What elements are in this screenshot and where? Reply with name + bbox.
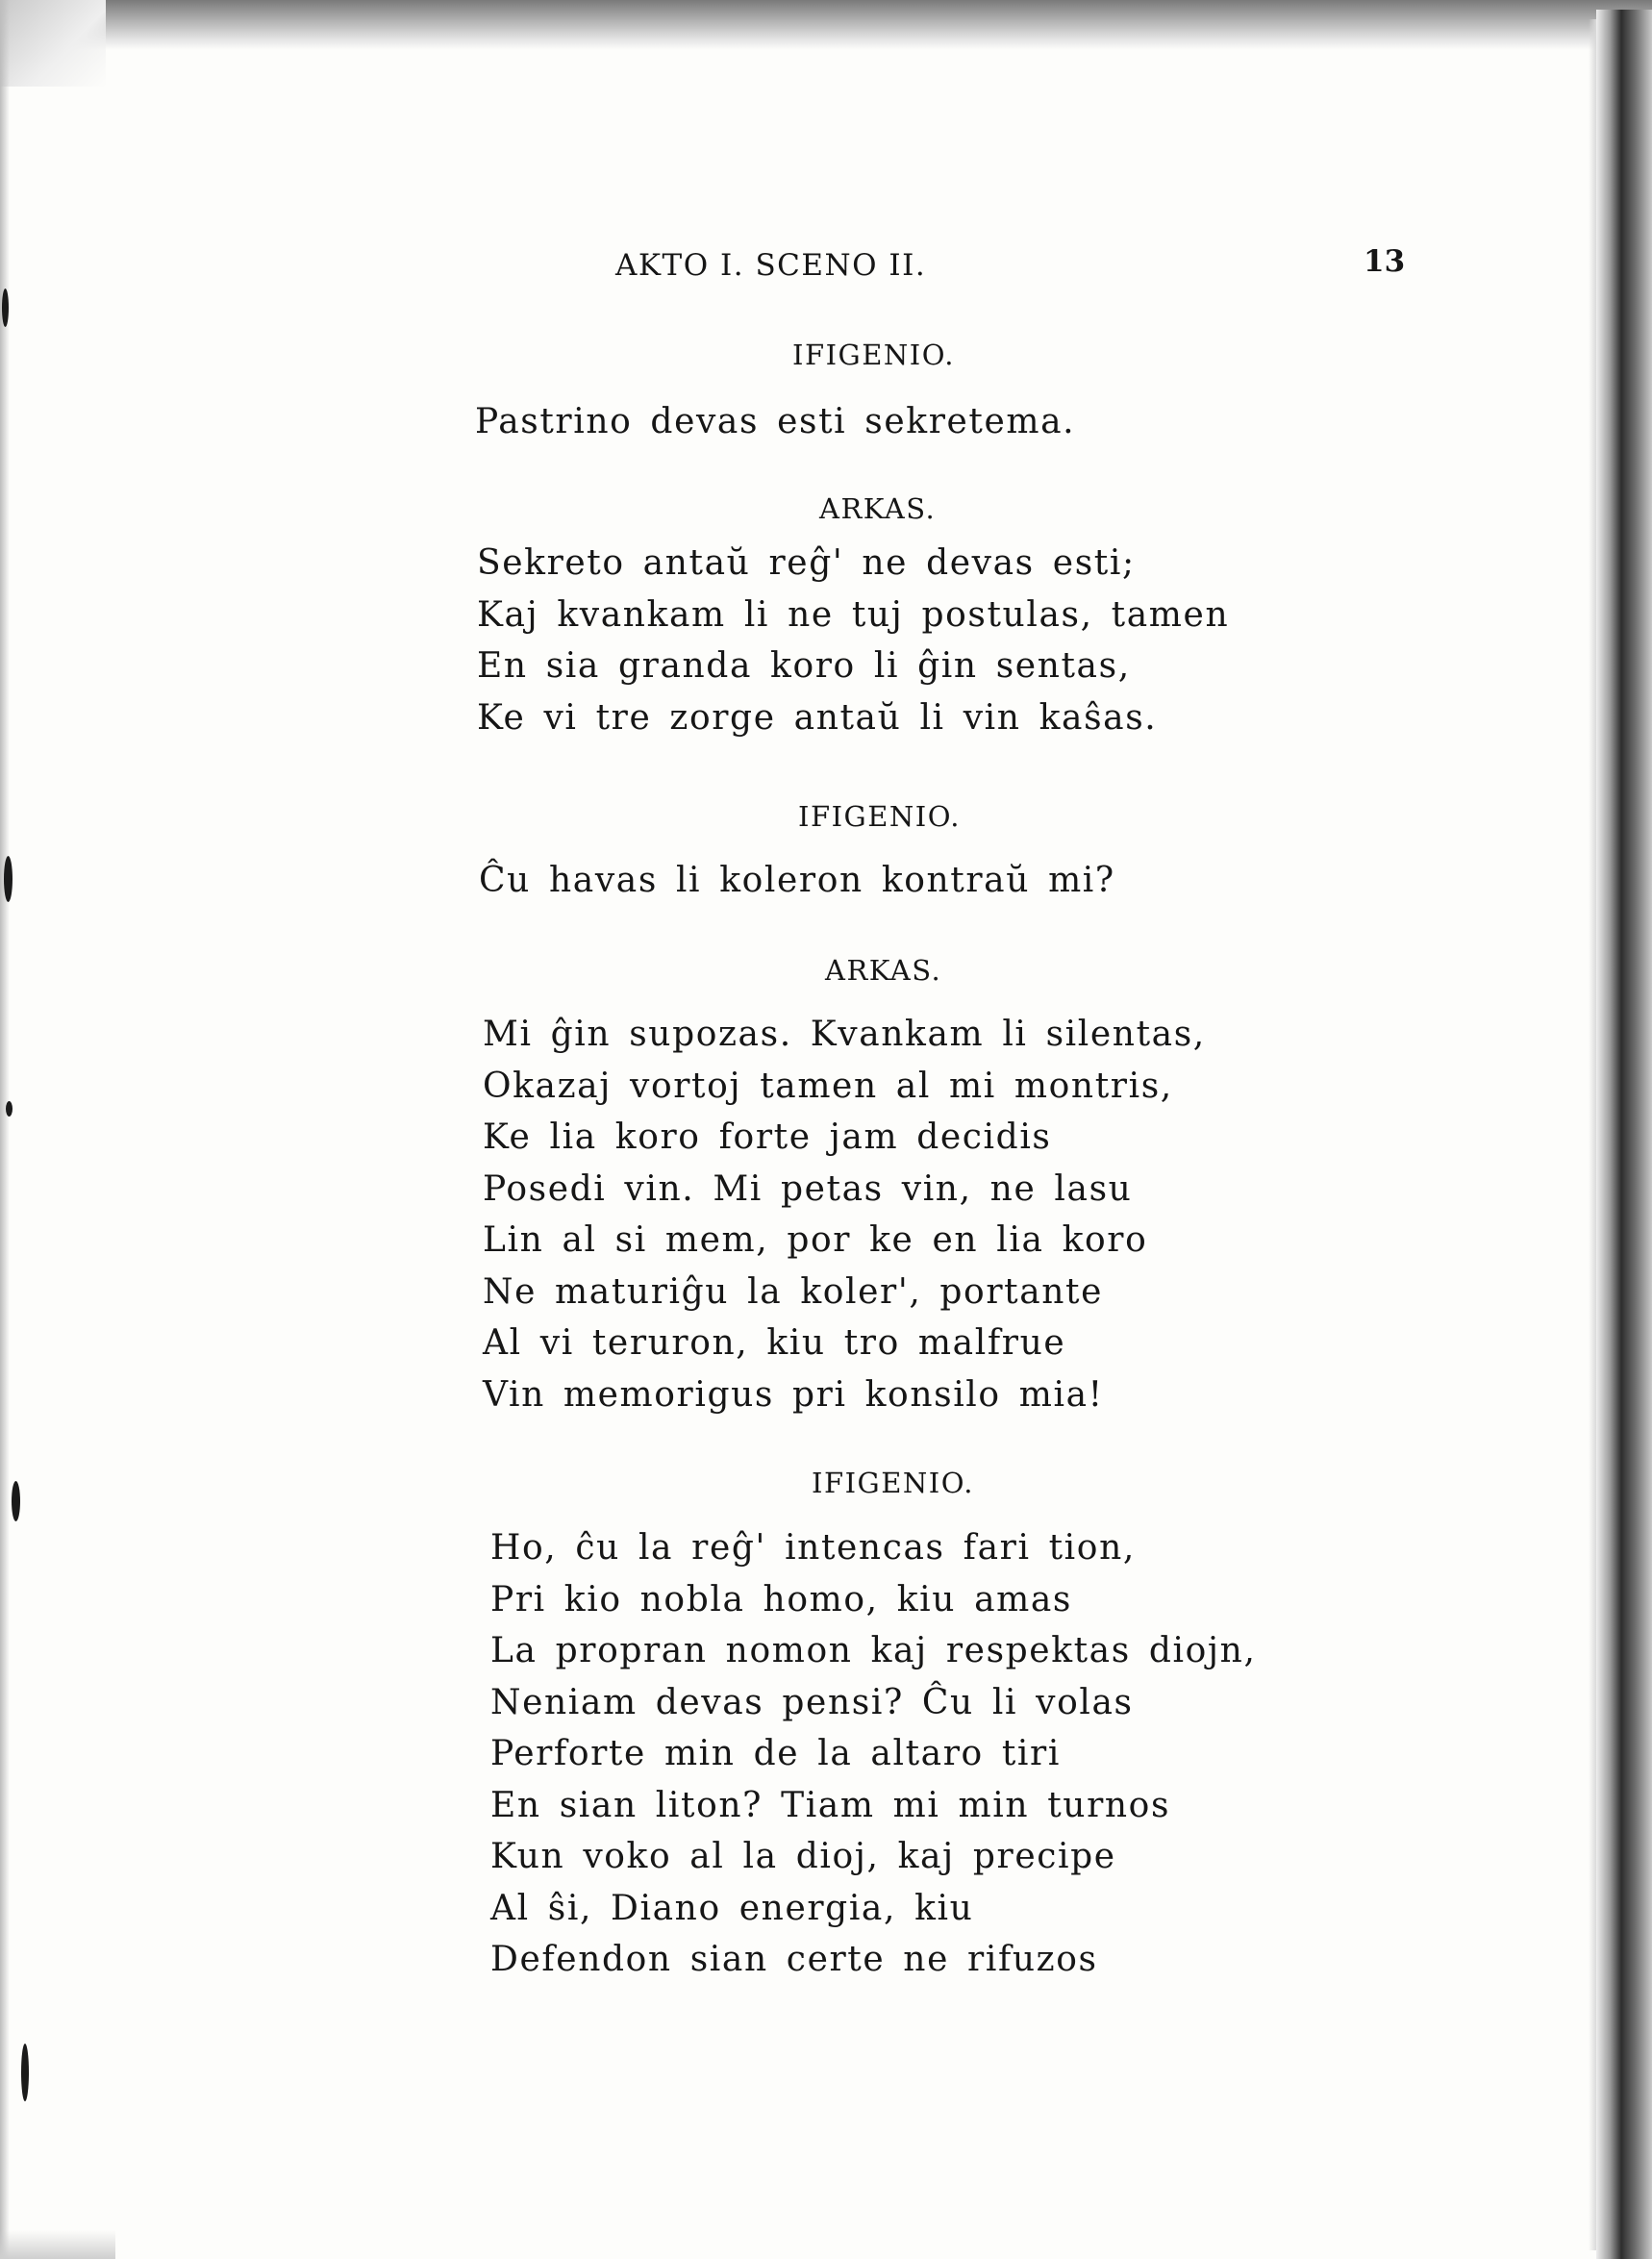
bleed-through-mark xyxy=(2,289,9,327)
verse-line: Kaj kvankam li ne tuj postulas, tamen xyxy=(477,594,1230,635)
verse-line: Lin al si mem, por ke en lia koro xyxy=(483,1220,1148,1260)
verse-line: En sia granda koro li ĝin sentas, xyxy=(477,646,1131,686)
verse-line: Ho, ĉu la reĝ' intencas fari tion, xyxy=(490,1528,1136,1568)
verse-line: Kun voko al la dioj, kaj precipe xyxy=(490,1837,1116,1876)
speech-block xyxy=(479,855,1115,907)
verse-line: Perforte min de la altaro tiri xyxy=(490,1734,1061,1773)
speech-block xyxy=(475,396,1075,448)
verse-line: Mi ĝin supozas. Kvankam li silentas, xyxy=(483,1015,1206,1054)
speaker-label: IFIGENIO. xyxy=(812,1467,974,1499)
speaker-label: IFIGENIO. xyxy=(798,800,961,833)
speech-block xyxy=(483,1009,1206,1420)
verse-line: En sian liton? Tiam mi min turnos xyxy=(490,1785,1171,1825)
speech-block xyxy=(490,1522,1257,1986)
scan-corner-shading xyxy=(0,0,106,87)
verse-line: Okazaj vortoj tamen al mi montris, xyxy=(483,1066,1173,1106)
bleed-through-mark xyxy=(21,2044,29,2101)
verse-line: Posedi vin. Mi petas vin, ne lasu xyxy=(483,1168,1133,1209)
verse-line: Defendon sian certe ne rifuzos xyxy=(490,1940,1098,1979)
scan-left-edge xyxy=(0,0,10,2259)
verse-line: Ke vi tre zorge antaŭ li vin kaŝas. xyxy=(477,697,1158,738)
verse-line: Vin memorigus pri konsilo mia! xyxy=(483,1374,1104,1415)
running-head: AKTO I. SCENO II. xyxy=(615,248,927,283)
verse-line: Pri kio nobla homo, kiu amas xyxy=(490,1579,1073,1619)
verse-line: Ne maturiĝu la koler', portante xyxy=(483,1271,1104,1312)
page-curl-shading xyxy=(1589,19,1596,2250)
verse-line: La propran nomon kaj respektas diojn, xyxy=(490,1631,1257,1670)
verse-line: Neniam devas pensi? Ĉu li volas xyxy=(490,1682,1134,1722)
verse-line: Sekreto antaŭ reĝ' ne devas esti; xyxy=(477,543,1136,583)
verse-line: Pastrino devas esti sekretema. xyxy=(475,402,1076,441)
bleed-through-mark xyxy=(12,1481,20,1521)
speaker-label: IFIGENIO. xyxy=(792,339,955,371)
bleed-through-mark xyxy=(6,1101,13,1117)
speaker-label: ARKAS. xyxy=(825,954,942,987)
verse-line: Ke lia koro forte jam decidis xyxy=(483,1117,1052,1157)
book-spine-edge xyxy=(1596,10,1652,2259)
page-number: 13 xyxy=(1364,244,1406,279)
verse-line: Al ŝi, Diano energia, kiu xyxy=(490,1888,974,1928)
scan-top-shadow xyxy=(0,0,1652,50)
verse-line: Al vi teruron, kiu tro malfrue xyxy=(483,1323,1066,1363)
verse-line: Ĉu havas li koleron kontraŭ mi? xyxy=(479,861,1115,900)
bleed-through-mark xyxy=(4,856,13,902)
scan-bottom-shading xyxy=(0,2230,115,2259)
speaker-label: ARKAS. xyxy=(819,492,937,525)
speech-block xyxy=(477,538,1229,743)
